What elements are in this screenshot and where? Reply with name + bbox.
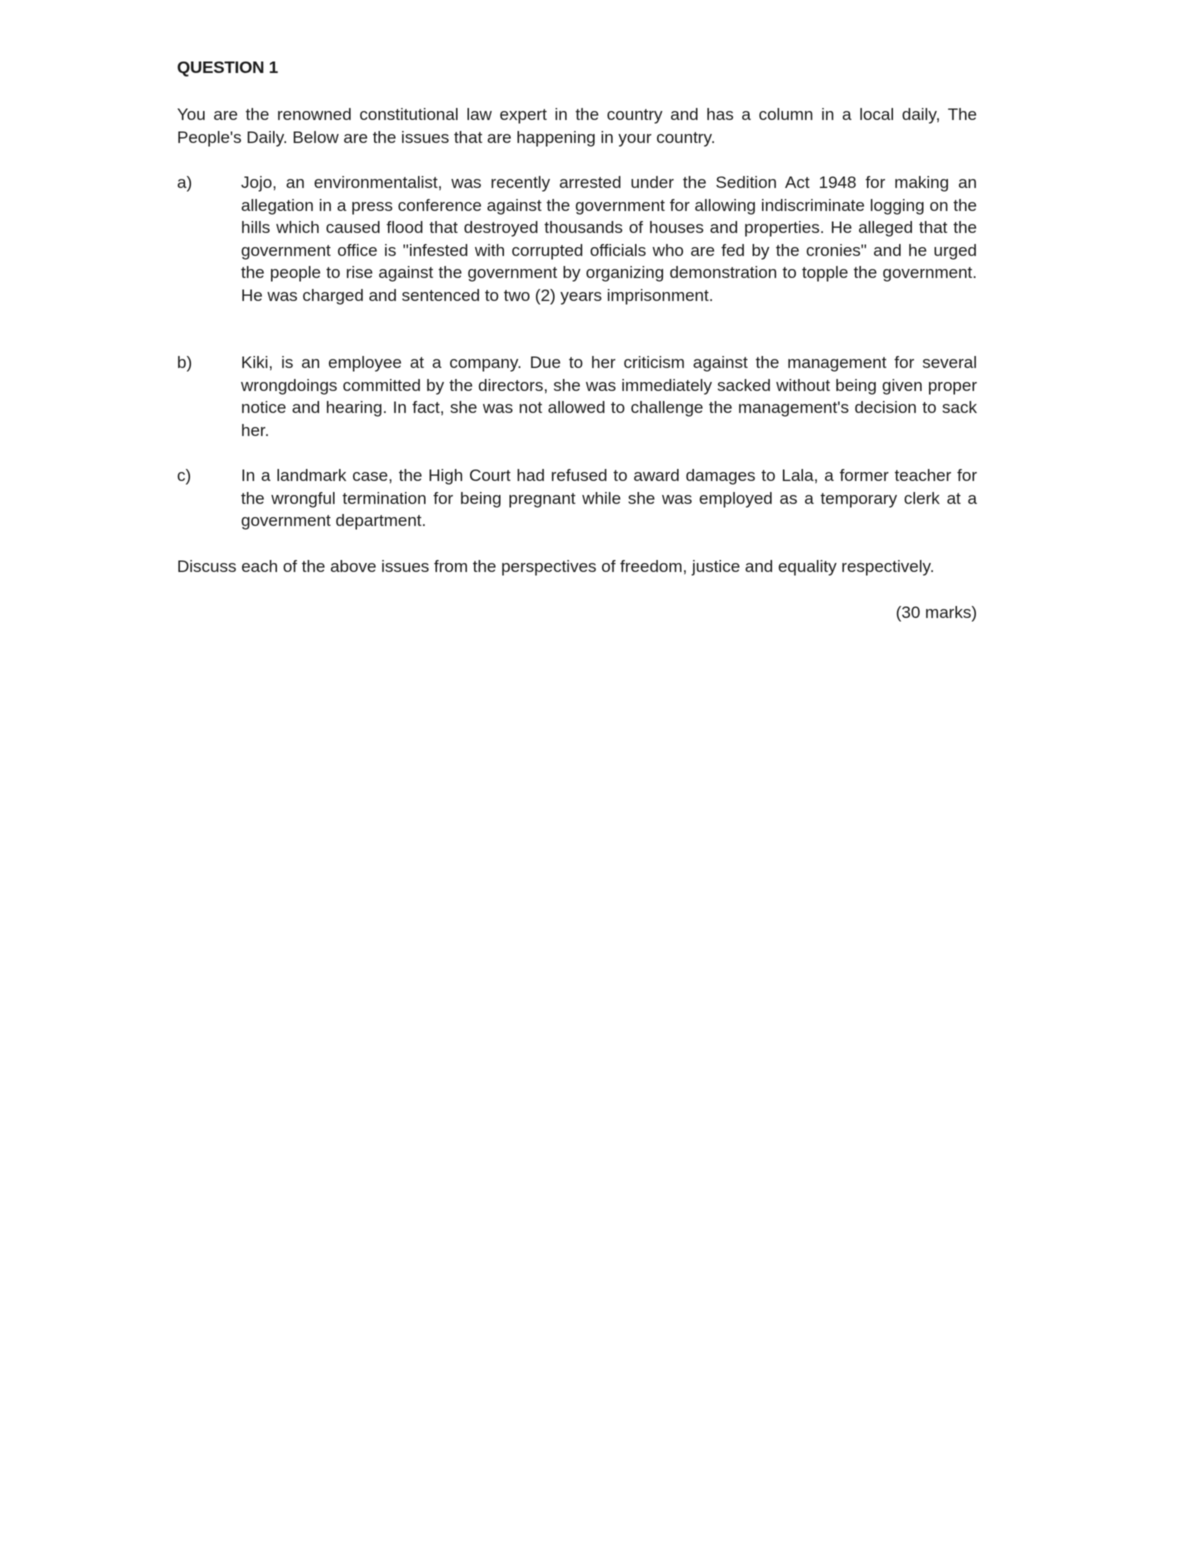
issue-text-c: In a landmark case, the High Court had refused to award damages to Lala, a former teacher for the wrongful termination for being pregnant while she was employed as a temporary clerk at a government department. — [241, 466, 977, 530]
issue-text-b: Kiki, is an employee at a company. Due to her criticism against the management for several wrongdoings committed by the directors, she was immediately sacked without being given proper notice and hearing. In fact, she was not allowed to challenge the management's decision to sack her. — [241, 353, 977, 440]
issue-marker-a: a) — [177, 173, 193, 192]
issue-marker-b: b) — [177, 353, 193, 372]
issue-item-b — [177, 352, 977, 442]
question-instruction: Discuss each of the above issues from the perspectives of freedom, justice and equality respectively. — [177, 557, 935, 576]
marks-allocation: (30 marks) — [895, 603, 977, 622]
issue-marker-c: c) — [177, 466, 192, 485]
issue-text-a: Jojo, an environmentalist, was recently arrested under the Sedition Act 1948 for making an allegation in a press conference against the government for allowing indiscriminate logging on the hills which caused flood that destroyed thousands of houses and properties. He alleged that the government office is "infested with corrupted officials who are fed by the cronies" and he urged the people to rise against the government by organizing demonstration to topple the government. He was charged and sentenced to two (2) years imprisonment. — [241, 173, 977, 305]
question-heading: QUESTION 1 — [177, 58, 278, 77]
issue-item-a — [177, 172, 977, 307]
question-intro: You are the renowned constitutional law expert in the country and has a column in a local daily, The People's Daily. Below are the issues that are happening in your country. — [177, 105, 977, 147]
issue-item-c — [177, 465, 977, 533]
